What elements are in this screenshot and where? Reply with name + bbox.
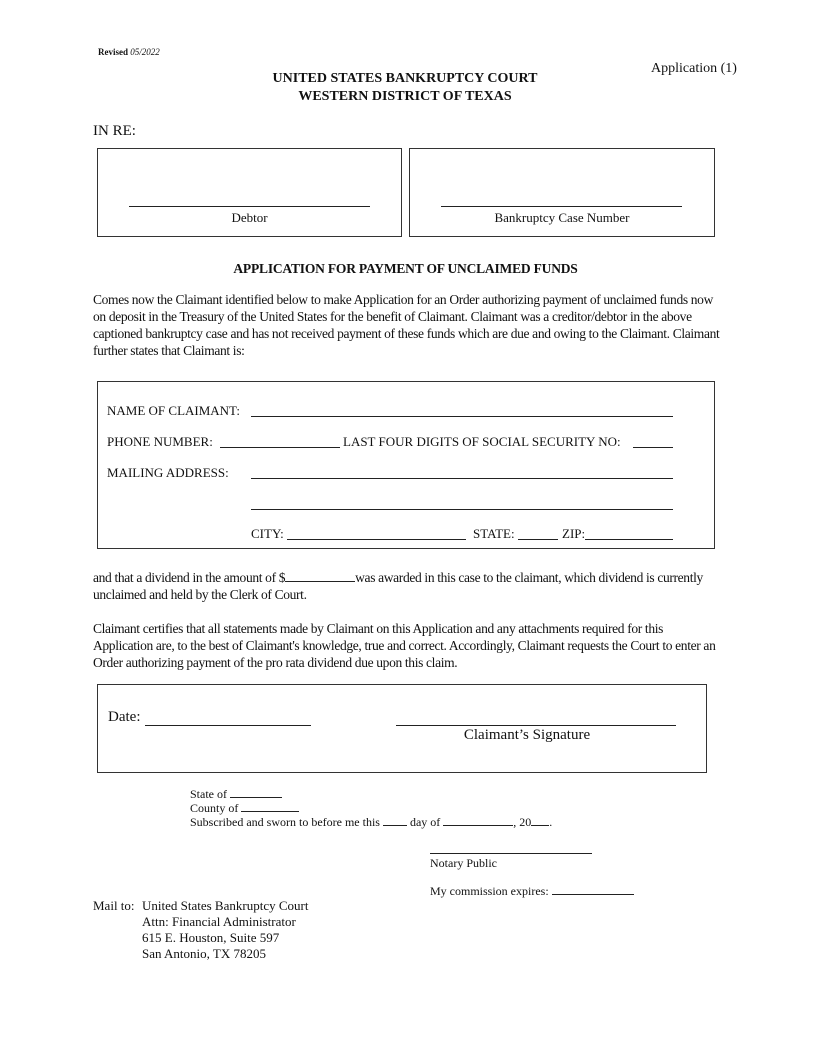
- signature-box: [97, 684, 707, 773]
- sworn-day-field[interactable]: [383, 815, 407, 826]
- name-field[interactable]: [251, 416, 673, 417]
- date-field[interactable]: [145, 725, 311, 726]
- claimant-info-box: [97, 381, 715, 549]
- commission-row: [430, 884, 634, 899]
- revised-label: Revised: [98, 47, 128, 57]
- county-of-label: County of: [190, 801, 239, 815]
- in-re-label: IN RE:: [93, 123, 136, 139]
- court-line-2: WESTERN DISTRICT OF TEXAS: [298, 89, 512, 104]
- dividend-text-after: was awarded in this case to the claimant, which dividend is currently: [355, 570, 703, 585]
- notary-public-label: Notary Public: [430, 856, 497, 870]
- notary-state-field[interactable]: [230, 787, 282, 798]
- notary-county-field[interactable]: [241, 801, 299, 812]
- phone-field[interactable]: [220, 447, 340, 448]
- commission-field[interactable]: [552, 884, 634, 895]
- sworn-text-a: Subscribed and sworn to before me this: [190, 815, 380, 829]
- signature-label: Claimant’s Signature: [463, 727, 591, 743]
- notary-state-row: [190, 787, 282, 802]
- ssn-field[interactable]: [633, 447, 673, 448]
- zip-label: ZIP:: [562, 526, 586, 541]
- phone-label: PHONE NUMBER:: [107, 434, 213, 449]
- sworn-text-c: , 20: [513, 815, 532, 829]
- address-field-1[interactable]: [251, 478, 673, 479]
- mail-line-2: Attn: Financial Administrator: [142, 914, 296, 929]
- dividend-text-line2: unclaimed and held by the Clerk of Court.: [93, 587, 307, 602]
- mail-line-1: United States Bankruptcy Court: [142, 898, 309, 913]
- state-label: STATE:: [473, 526, 515, 541]
- commission-label: My commission expires:: [430, 884, 549, 898]
- certify-paragraph: Claimant certifies that all statements made by Claimant on this Application and any attachments required for this Application are, to the best of Claimant's knowledge, true and correct. Accordingly, Claimant requests the Court to enter an Order authorizing payment of the pro rata dividend due upon this claim.: [93, 621, 716, 670]
- debtor-box: [97, 148, 402, 237]
- debtor-label: Debtor: [231, 210, 268, 225]
- date-label: Date:: [108, 709, 141, 725]
- case-number-field[interactable]: [441, 206, 682, 207]
- intro-paragraph: Comes now the Claimant identified below to make Application for an Order authorizing payment of unclaimed funds now on deposit in the Treasury of the United States for the benefit of Claimant. Claimant was a creditor/debtor in the above captioned bankruptcy case and has not received payment of these funds which are due and owing to the Claimant. Claimant further states that Claimant is:: [93, 292, 720, 358]
- city-label: CITY:: [251, 526, 284, 541]
- address-field-2[interactable]: [251, 509, 673, 510]
- dividend-paragraph: [93, 569, 721, 603]
- form-title: APPLICATION FOR PAYMENT OF UNCLAIMED FUNDS: [233, 261, 578, 276]
- ssn-label: LAST FOUR DIGITS OF SOCIAL SECURITY NO:: [343, 434, 621, 449]
- case-number-label: Bankruptcy Case Number: [494, 210, 630, 225]
- signature-field[interactable]: [396, 725, 676, 726]
- address-label: MAILING ADDRESS:: [107, 465, 229, 480]
- city-field[interactable]: [287, 539, 466, 540]
- state-of-label: State of: [190, 787, 227, 801]
- dividend-amount-field[interactable]: [285, 569, 355, 582]
- mail-line-3: 615 E. Houston, Suite 597: [142, 930, 280, 945]
- revised-note: [98, 47, 160, 57]
- sworn-text-b: day of: [409, 815, 441, 829]
- notary-county-row: [190, 801, 299, 816]
- sworn-year-field[interactable]: [531, 815, 549, 826]
- notary-signature-field[interactable]: [430, 853, 592, 854]
- court-heading: [200, 70, 610, 106]
- mail-line-4: San Antonio, TX 78205: [142, 946, 266, 961]
- revised-date: 05/2022: [130, 47, 160, 57]
- state-field[interactable]: [518, 539, 558, 540]
- notary-sworn-row: Subscribed and sworn to before me this day of , 20 .: [190, 815, 553, 829]
- zip-field[interactable]: [585, 539, 673, 540]
- sworn-month-field[interactable]: [443, 815, 513, 826]
- mail-to-label: Mail to:: [93, 898, 135, 913]
- name-label: NAME OF CLAIMANT:: [107, 403, 240, 418]
- debtor-field[interactable]: [129, 206, 370, 207]
- case-number-box: [409, 148, 715, 237]
- dividend-text-before: and that a dividend in the amount of $: [93, 570, 286, 585]
- application-number: Application (1): [651, 61, 737, 76]
- court-line-1: UNITED STATES BANKRUPTCY COURT: [272, 71, 538, 86]
- mail-to-address: [142, 898, 308, 962]
